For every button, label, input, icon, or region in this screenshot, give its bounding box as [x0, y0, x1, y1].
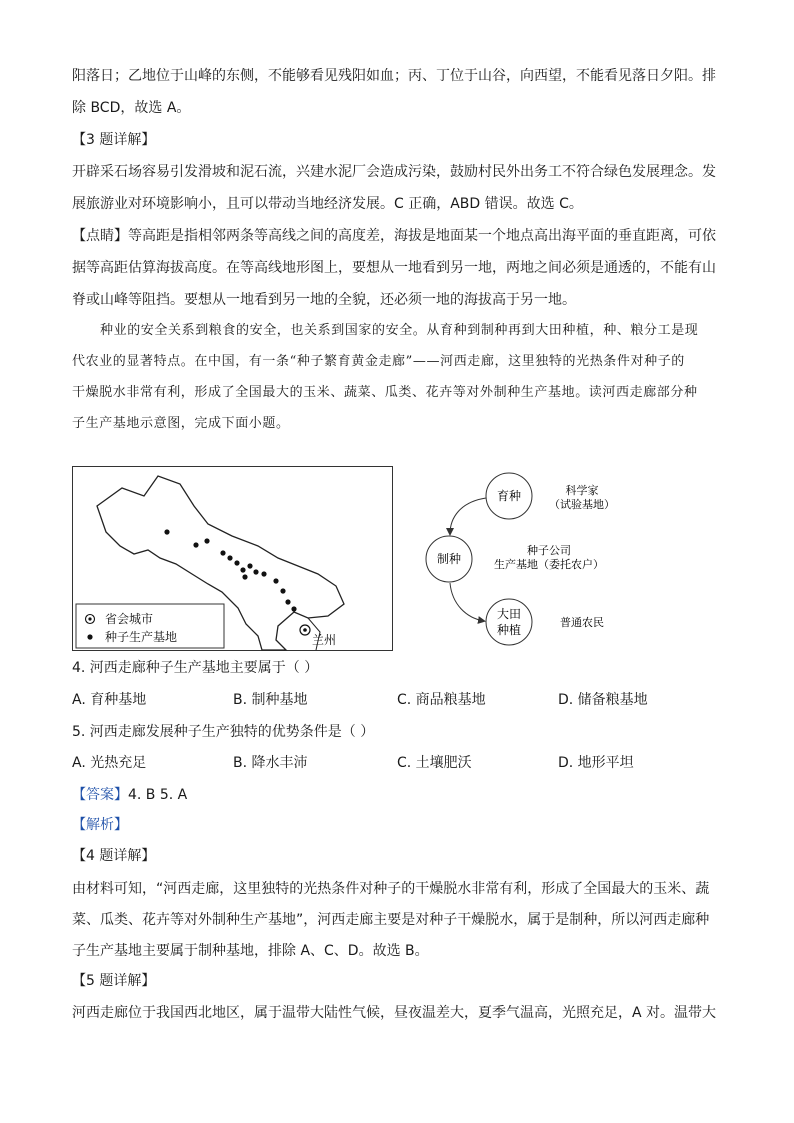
seed-base-dot	[234, 560, 239, 565]
seed-base-dot	[193, 542, 198, 547]
q4-option: A. 育种基地	[72, 692, 147, 708]
text-line: 子生产基地主要属于制种基地，排除 A、C、D。故选 B。	[72, 943, 429, 959]
seed-base-dot	[220, 550, 225, 555]
section-heading: 【3 题详解】	[72, 132, 156, 148]
side-label: 种子公司	[527, 544, 571, 557]
text-line: 【点睛】等高距是指相邻两条等高线之间的高度差，海拔是地面某一个地点高出海平面的垂直距离，可依	[72, 228, 716, 244]
text-line: 开辟采石场容易引发滑坡和泥石流，兴建水泥厂会造成污染，鼓励村民外出务工不符合绿色发展理念。发	[72, 164, 716, 180]
text-line: 据等高距估算海拔高度。在等高线地形图上，要想从一地看到另一地，两地之间必须是通透的，不能有山	[72, 260, 716, 276]
analysis-tag: 【解析】	[72, 817, 128, 833]
q5-option: A. 光热充足	[72, 755, 147, 771]
q5-option: D. 地形平坦	[558, 755, 634, 771]
answer-line	[72, 785, 187, 805]
seed-base-dot	[242, 574, 247, 579]
seed-base-dot	[204, 538, 209, 543]
seed-base-dot	[273, 578, 278, 583]
q4-option: D. 储备粮基地	[558, 692, 648, 708]
material-line: 代农业的显著特点。在中国，有一条“种子繁育黄金走廊”——河西走廊，这里独特的光热条件对种子的	[72, 354, 685, 369]
node-production: 制种	[436, 552, 462, 566]
seed-base-dot	[227, 555, 232, 560]
text-line: 除 BCD，故选 A。	[72, 100, 191, 116]
city-label: 兰州	[312, 633, 337, 647]
answer-text: 4. B 5. A	[128, 787, 188, 803]
material-line: 干燥脱水非常有利，形成了全国最大的玉米、蔬菜、瓜类、花卉等对外制种生产基地。读河西走廊部分种	[72, 385, 698, 400]
material-line: 子生产基地示意图，完成下面小题。	[72, 416, 290, 431]
arrow-produce-to-plant	[450, 583, 484, 621]
q5-option: C. 土壤肥沃	[397, 755, 472, 771]
seed-base-dot	[261, 571, 266, 576]
question-5: 5. 河西走廊发展种子生产独特的优势条件是（ ）	[72, 724, 375, 740]
q4-option: C. 商品粮基地	[397, 692, 486, 708]
node-field-b: 种植	[496, 623, 522, 637]
q5-option: B. 降水丰沛	[233, 755, 308, 771]
text-line: 脊或山峰等阻挡。要想从一地看到另一地的全貌，还必须一地的海拔高于另一地。	[72, 292, 576, 308]
section-heading: 【4 题详解】	[72, 848, 156, 864]
answer-tag: 【答案】	[72, 787, 128, 803]
side-label: （试验基地）	[549, 498, 615, 511]
side-label: 科学家	[565, 484, 599, 497]
legend-base-label: 种子生产基地	[105, 630, 178, 644]
seed-base-dot	[240, 567, 245, 572]
text-line: 展旅游业对环境影响小，且可以带动当地经济发展。C 正确，ABD 错误。故选 C。	[72, 196, 583, 212]
question-4: 4. 河西走廊种子生产基地主要属于（ ）	[72, 660, 319, 676]
seed-base-dot	[164, 529, 169, 534]
seed-flow-diagram	[414, 470, 644, 650]
arrow-breed-to-produce	[450, 498, 486, 534]
node-field-a: 大田	[496, 607, 522, 621]
q4-option: B. 制种基地	[233, 692, 308, 708]
seed-base-dot	[253, 569, 258, 574]
node-breeding: 育种	[496, 489, 522, 503]
side-label: 生产基地（委托农户）	[494, 558, 604, 571]
legend-capital-label: 省会城市	[105, 612, 154, 626]
text-line: 河西走廊位于我国西北地区，属于温带大陆性气候，昼夜温差大，夏季气温高，光照充足，A 对。温带大	[72, 1005, 717, 1021]
text-line: 由材料可知，“河西走廊，这里独特的光热条件对种子的干燥脱水非常有利，形成了全国最大的玉米、蔬	[72, 881, 710, 897]
seed-base-map	[72, 466, 394, 652]
side-label: 普通农民	[560, 616, 604, 629]
seed-base-dot	[285, 599, 290, 604]
legend-base-icon	[87, 634, 92, 639]
section-heading: 【5 题详解】	[72, 973, 156, 989]
seed-base-dot	[247, 563, 252, 568]
text-line: 菜、瓜类、花卉等对外制种生产基地”，河西走廊主要是对种子干燥脱水，属于是制种，所以河西走廊种	[72, 912, 710, 928]
seed-base-dot	[291, 606, 296, 611]
material-line: 种业的安全关系到粮食的安全，也关系到国家的安全。从育种到制种再到大田种植，种、粮分工是现	[100, 323, 699, 338]
text-line: 阳落日；乙地位于山峰的东侧，不能够看见残阳如血；丙、丁位于山谷，向西望，不能看见落日夕阳。排	[72, 68, 716, 84]
tip-tag: 【点睛】	[72, 228, 128, 244]
seed-base-dot	[280, 588, 285, 593]
